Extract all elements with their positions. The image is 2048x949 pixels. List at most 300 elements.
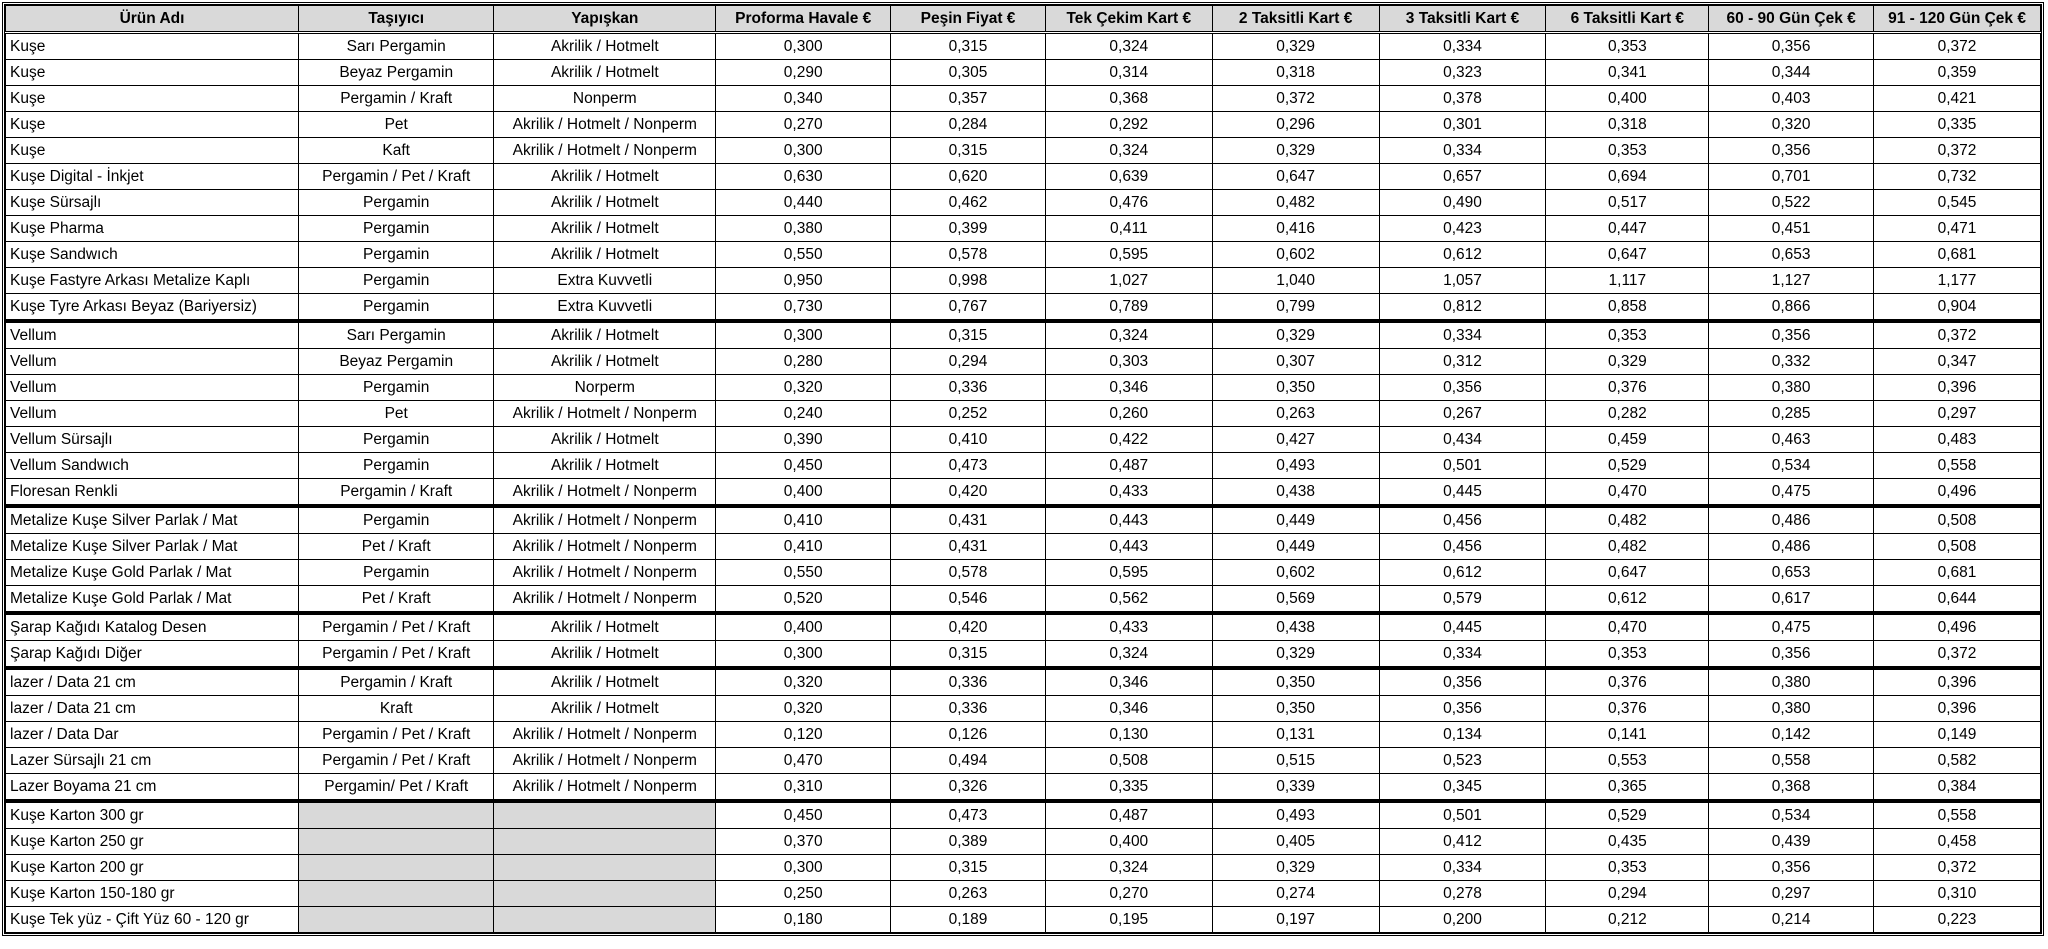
price-cell: 0,602 bbox=[1212, 242, 1379, 268]
table-row bbox=[6, 190, 2041, 216]
carrier-cell: Kraft bbox=[299, 696, 494, 722]
price-cell: 0,459 bbox=[1546, 427, 1709, 453]
adhesive-cell: Akrilik / Hotmelt bbox=[494, 613, 716, 641]
product-name-cell: Vellum Sürsajlı bbox=[6, 427, 299, 453]
price-cell: 0,314 bbox=[1045, 60, 1212, 86]
price-cell: 0,558 bbox=[1874, 453, 2041, 479]
price-cell: 0,350 bbox=[1212, 375, 1379, 401]
price-cell: 0,443 bbox=[1045, 506, 1212, 534]
price-cell: 0,529 bbox=[1546, 801, 1709, 829]
adhesive-cell: Akrilik / Hotmelt / Nonperm bbox=[494, 586, 716, 614]
price-cell: 0,350 bbox=[1212, 668, 1379, 696]
carrier-cell: Pergamin / Pet / Kraft bbox=[299, 722, 494, 748]
price-cell: 0,434 bbox=[1379, 427, 1546, 453]
adhesive-cell: Nonperm bbox=[494, 86, 716, 112]
price-cell: 0,431 bbox=[891, 506, 1046, 534]
adhesive-cell: Akrilik / Hotmelt bbox=[494, 164, 716, 190]
product-name-cell: Vellum Sandwıch bbox=[6, 453, 299, 479]
price-cell: 0,320 bbox=[716, 375, 891, 401]
price-cell: 0,475 bbox=[1709, 613, 1874, 641]
price-cell: 0,300 bbox=[716, 33, 891, 60]
price-cell: 0,372 bbox=[1874, 641, 2041, 669]
table-row bbox=[6, 401, 2041, 427]
price-cell: 0,612 bbox=[1379, 242, 1546, 268]
price-cell: 0,324 bbox=[1045, 641, 1212, 669]
price-cell: 0,681 bbox=[1874, 242, 2041, 268]
price-cell: 0,732 bbox=[1874, 164, 2041, 190]
column-header-9: 60 - 90 Gün Çek € bbox=[1709, 6, 1874, 33]
carrier-cell: Pergamin / Kraft bbox=[299, 86, 494, 112]
price-cell: 0,312 bbox=[1379, 349, 1546, 375]
adhesive-cell: Akrilik / Hotmelt bbox=[494, 60, 716, 86]
price-cell: 0,681 bbox=[1874, 560, 2041, 586]
price-cell: 0,522 bbox=[1709, 190, 1874, 216]
price-cell: 0,334 bbox=[1379, 641, 1546, 669]
price-cell: 0,356 bbox=[1709, 138, 1874, 164]
price-cell: 0,344 bbox=[1709, 60, 1874, 86]
price-cell: 0,496 bbox=[1874, 613, 2041, 641]
table-row bbox=[6, 216, 2041, 242]
price-cell: 0,470 bbox=[716, 748, 891, 774]
price-cell: 0,463 bbox=[1709, 427, 1874, 453]
price-cell: 0,390 bbox=[716, 427, 891, 453]
price-table bbox=[5, 5, 2041, 933]
carrier-cell: Pergamin / Kraft bbox=[299, 668, 494, 696]
price-cell: 0,578 bbox=[891, 242, 1046, 268]
carrier-cell: Pergamin bbox=[299, 242, 494, 268]
table-row bbox=[6, 349, 2041, 375]
price-cell: 0,550 bbox=[716, 560, 891, 586]
price-cell: 0,553 bbox=[1546, 748, 1709, 774]
price-cell: 0,578 bbox=[891, 560, 1046, 586]
price-cell: 0,370 bbox=[716, 829, 891, 855]
carrier-cell: Beyaz Pergamin bbox=[299, 349, 494, 375]
price-cell: 0,612 bbox=[1379, 560, 1546, 586]
column-header-2: Yapışkan bbox=[494, 6, 716, 33]
carrier-cell: Pet bbox=[299, 112, 494, 138]
adhesive-cell: Akrilik / Hotmelt / Nonperm bbox=[494, 506, 716, 534]
price-cell: 0,410 bbox=[716, 534, 891, 560]
price-cell: 0,471 bbox=[1874, 216, 2041, 242]
price-cell: 0,310 bbox=[716, 774, 891, 802]
product-name-cell: Kuşe bbox=[6, 33, 299, 60]
price-cell: 0,296 bbox=[1212, 112, 1379, 138]
price-cell: 0,396 bbox=[1874, 375, 2041, 401]
price-cell: 0,320 bbox=[716, 696, 891, 722]
price-cell: 0,300 bbox=[716, 641, 891, 669]
price-cell: 0,131 bbox=[1212, 722, 1379, 748]
table-row bbox=[6, 722, 2041, 748]
price-cell: 0,130 bbox=[1045, 722, 1212, 748]
price-cell: 0,439 bbox=[1709, 829, 1874, 855]
adhesive-cell: Akrilik / Hotmelt / Nonperm bbox=[494, 748, 716, 774]
adhesive-cell: Akrilik / Hotmelt bbox=[494, 242, 716, 268]
price-cell: 0,483 bbox=[1874, 427, 2041, 453]
price-cell: 0,462 bbox=[891, 190, 1046, 216]
table-row bbox=[6, 453, 2041, 479]
price-cell: 1,177 bbox=[1874, 268, 2041, 294]
price-cell: 0,858 bbox=[1546, 294, 1709, 322]
price-cell: 0,496 bbox=[1874, 479, 2041, 507]
carrier-cell: Pergamin / Kraft bbox=[299, 479, 494, 507]
carrier-cell: Pergamin / Pet / Kraft bbox=[299, 613, 494, 641]
price-cell: 0,789 bbox=[1045, 294, 1212, 322]
price-cell: 0,812 bbox=[1379, 294, 1546, 322]
price-cell: 0,595 bbox=[1045, 560, 1212, 586]
price-cell: 0,223 bbox=[1874, 907, 2041, 933]
table-row bbox=[6, 829, 2041, 855]
price-cell: 0,315 bbox=[891, 855, 1046, 881]
price-cell: 1,117 bbox=[1546, 268, 1709, 294]
price-cell: 0,534 bbox=[1709, 801, 1874, 829]
price-cell: 0,582 bbox=[1874, 748, 2041, 774]
price-cell: 0,356 bbox=[1709, 641, 1874, 669]
table-row bbox=[6, 321, 2041, 349]
price-cell: 0,412 bbox=[1379, 829, 1546, 855]
price-cell: 0,400 bbox=[1045, 829, 1212, 855]
table-row bbox=[6, 479, 2041, 507]
price-cell: 0,904 bbox=[1874, 294, 2041, 322]
price-cell: 0,290 bbox=[716, 60, 891, 86]
price-cell: 0,326 bbox=[891, 774, 1046, 802]
price-table-frame bbox=[2, 2, 2044, 936]
price-cell: 0,380 bbox=[716, 216, 891, 242]
price-cell: 0,508 bbox=[1045, 748, 1212, 774]
carrier-cell: Sarı Pergamin bbox=[299, 321, 494, 349]
price-cell: 0,545 bbox=[1874, 190, 2041, 216]
product-name-cell: Lazer Boyama 21 cm bbox=[6, 774, 299, 802]
price-cell: 0,260 bbox=[1045, 401, 1212, 427]
product-name-cell: lazer / Data Dar bbox=[6, 722, 299, 748]
adhesive-cell: Akrilik / Hotmelt bbox=[494, 321, 716, 349]
price-cell: 0,278 bbox=[1379, 881, 1546, 907]
price-cell: 0,336 bbox=[891, 375, 1046, 401]
price-cell: 0,340 bbox=[716, 86, 891, 112]
price-cell: 0,550 bbox=[716, 242, 891, 268]
price-cell: 0,284 bbox=[891, 112, 1046, 138]
column-header-4: Peşin Fiyat € bbox=[891, 6, 1046, 33]
carrier-cell bbox=[299, 855, 494, 881]
price-cell: 0,356 bbox=[1379, 668, 1546, 696]
price-cell: 0,456 bbox=[1379, 506, 1546, 534]
price-cell: 0,493 bbox=[1212, 801, 1379, 829]
price-cell: 0,620 bbox=[891, 164, 1046, 190]
adhesive-cell: Akrilik / Hotmelt bbox=[494, 453, 716, 479]
price-cell: 0,142 bbox=[1709, 722, 1874, 748]
price-cell: 0,214 bbox=[1709, 907, 1874, 933]
price-cell: 0,280 bbox=[716, 349, 891, 375]
adhesive-cell: Akrilik / Hotmelt bbox=[494, 668, 716, 696]
price-cell: 0,353 bbox=[1546, 33, 1709, 60]
price-cell: 0,376 bbox=[1546, 668, 1709, 696]
column-header-5: Tek Çekim Kart € bbox=[1045, 6, 1212, 33]
price-cell: 0,294 bbox=[1546, 881, 1709, 907]
price-cell: 0,494 bbox=[891, 748, 1046, 774]
price-cell: 0,639 bbox=[1045, 164, 1212, 190]
table-row bbox=[6, 33, 2041, 60]
price-cell: 0,356 bbox=[1709, 33, 1874, 60]
price-cell: 0,324 bbox=[1045, 138, 1212, 164]
header-row bbox=[6, 6, 2041, 33]
price-cell: 0,120 bbox=[716, 722, 891, 748]
price-cell: 0,334 bbox=[1379, 855, 1546, 881]
price-cell: 0,346 bbox=[1045, 668, 1212, 696]
adhesive-cell bbox=[494, 907, 716, 933]
column-header-10: 91 - 120 Gün Çek € bbox=[1874, 6, 2041, 33]
price-cell: 0,282 bbox=[1546, 401, 1709, 427]
table-row bbox=[6, 534, 2041, 560]
price-cell: 0,399 bbox=[891, 216, 1046, 242]
price-cell: 0,323 bbox=[1379, 60, 1546, 86]
price-cell: 0,396 bbox=[1874, 668, 2041, 696]
price-cell: 0,562 bbox=[1045, 586, 1212, 614]
price-cell: 0,134 bbox=[1379, 722, 1546, 748]
price-cell: 0,470 bbox=[1546, 479, 1709, 507]
product-name-cell: Kuşe Karton 200 gr bbox=[6, 855, 299, 881]
carrier-cell: Pergamin bbox=[299, 190, 494, 216]
price-cell: 0,644 bbox=[1874, 586, 2041, 614]
carrier-cell: Pergamin / Pet / Kraft bbox=[299, 641, 494, 669]
price-cell: 0,329 bbox=[1212, 321, 1379, 349]
price-cell: 0,445 bbox=[1379, 613, 1546, 641]
price-cell: 0,420 bbox=[891, 613, 1046, 641]
product-name-cell: Kuşe Digital - İnkjet bbox=[6, 164, 299, 190]
price-cell: 0,438 bbox=[1212, 613, 1379, 641]
price-cell: 0,653 bbox=[1709, 242, 1874, 268]
carrier-cell bbox=[299, 829, 494, 855]
carrier-cell: Pergamin bbox=[299, 506, 494, 534]
price-cell: 0,438 bbox=[1212, 479, 1379, 507]
price-cell: 0,416 bbox=[1212, 216, 1379, 242]
price-cell: 0,353 bbox=[1546, 321, 1709, 349]
price-cell: 0,410 bbox=[891, 427, 1046, 453]
carrier-cell: Pergamin/ Pet / Kraft bbox=[299, 774, 494, 802]
table-row bbox=[6, 506, 2041, 534]
adhesive-cell bbox=[494, 829, 716, 855]
price-cell: 0,653 bbox=[1709, 560, 1874, 586]
price-cell: 0,730 bbox=[716, 294, 891, 322]
price-cell: 0,368 bbox=[1709, 774, 1874, 802]
price-cell: 0,320 bbox=[1709, 112, 1874, 138]
price-cell: 0,950 bbox=[716, 268, 891, 294]
carrier-cell: Pergamin bbox=[299, 375, 494, 401]
price-cell: 0,866 bbox=[1709, 294, 1874, 322]
price-cell: 0,365 bbox=[1546, 774, 1709, 802]
carrier-cell: Pergamin / Pet / Kraft bbox=[299, 164, 494, 190]
carrier-cell bbox=[299, 907, 494, 933]
carrier-cell: Pergamin bbox=[299, 294, 494, 322]
price-cell: 0,657 bbox=[1379, 164, 1546, 190]
price-cell: 0,433 bbox=[1045, 479, 1212, 507]
price-cell: 0,141 bbox=[1546, 722, 1709, 748]
price-cell: 0,324 bbox=[1045, 33, 1212, 60]
price-cell: 0,701 bbox=[1709, 164, 1874, 190]
adhesive-cell: Akrilik / Hotmelt / Nonperm bbox=[494, 112, 716, 138]
price-cell: 0,300 bbox=[716, 855, 891, 881]
price-cell: 0,473 bbox=[891, 453, 1046, 479]
price-cell: 0,353 bbox=[1546, 855, 1709, 881]
price-cell: 0,346 bbox=[1045, 375, 1212, 401]
price-cell: 0,422 bbox=[1045, 427, 1212, 453]
price-cell: 0,372 bbox=[1874, 138, 2041, 164]
price-cell: 0,294 bbox=[891, 349, 1046, 375]
price-cell: 0,602 bbox=[1212, 560, 1379, 586]
adhesive-cell: Akrilik / Hotmelt / Nonperm bbox=[494, 479, 716, 507]
adhesive-cell: Akrilik / Hotmelt / Nonperm bbox=[494, 534, 716, 560]
price-cell: 0,126 bbox=[891, 722, 1046, 748]
price-cell: 0,353 bbox=[1546, 641, 1709, 669]
price-cell: 0,486 bbox=[1709, 506, 1874, 534]
carrier-cell: Pergamin / Pet / Kraft bbox=[299, 748, 494, 774]
price-cell: 0,301 bbox=[1379, 112, 1546, 138]
price-cell: 0,310 bbox=[1874, 881, 2041, 907]
price-cell: 0,595 bbox=[1045, 242, 1212, 268]
adhesive-cell: Akrilik / Hotmelt / Nonperm bbox=[494, 774, 716, 802]
price-cell: 0,458 bbox=[1874, 829, 2041, 855]
carrier-cell: Pet bbox=[299, 401, 494, 427]
adhesive-cell: Akrilik / Hotmelt bbox=[494, 190, 716, 216]
price-cell: 0,329 bbox=[1212, 855, 1379, 881]
price-cell: 0,195 bbox=[1045, 907, 1212, 933]
table-row bbox=[6, 164, 2041, 190]
price-cell: 0,508 bbox=[1874, 506, 2041, 534]
adhesive-cell: Akrilik / Hotmelt bbox=[494, 33, 716, 60]
price-cell: 0,345 bbox=[1379, 774, 1546, 802]
price-cell: 0,341 bbox=[1546, 60, 1709, 86]
price-cell: 0,515 bbox=[1212, 748, 1379, 774]
column-header-6: 2 Taksitli Kart € bbox=[1212, 6, 1379, 33]
price-cell: 0,303 bbox=[1045, 349, 1212, 375]
price-cell: 0,403 bbox=[1709, 86, 1874, 112]
product-name-cell: Floresan Renkli bbox=[6, 479, 299, 507]
carrier-cell: Kaft bbox=[299, 138, 494, 164]
price-cell: 0,617 bbox=[1709, 586, 1874, 614]
carrier-cell: Sarı Pergamin bbox=[299, 33, 494, 60]
table-row bbox=[6, 855, 2041, 881]
price-cell: 0,449 bbox=[1212, 506, 1379, 534]
adhesive-cell: Akrilik / Hotmelt bbox=[494, 696, 716, 722]
product-name-cell: Metalize Kuşe Gold Parlak / Mat bbox=[6, 586, 299, 614]
table-row bbox=[6, 375, 2041, 401]
table-row bbox=[6, 268, 2041, 294]
price-cell: 0,334 bbox=[1379, 33, 1546, 60]
table-row bbox=[6, 112, 2041, 138]
table-row bbox=[6, 668, 2041, 696]
adhesive-cell: Akrilik / Hotmelt / Nonperm bbox=[494, 560, 716, 586]
product-name-cell: lazer / Data 21 cm bbox=[6, 668, 299, 696]
price-cell: 0,501 bbox=[1379, 453, 1546, 479]
price-cell: 0,612 bbox=[1546, 586, 1709, 614]
price-cell: 0,318 bbox=[1546, 112, 1709, 138]
price-cell: 0,315 bbox=[891, 641, 1046, 669]
price-cell: 0,307 bbox=[1212, 349, 1379, 375]
carrier-cell: Beyaz Pergamin bbox=[299, 60, 494, 86]
price-cell: 0,353 bbox=[1546, 138, 1709, 164]
price-cell: 0,356 bbox=[1379, 696, 1546, 722]
price-cell: 0,534 bbox=[1709, 453, 1874, 479]
price-cell: 0,389 bbox=[891, 829, 1046, 855]
price-cell: 1,057 bbox=[1379, 268, 1546, 294]
product-name-cell: Vellum bbox=[6, 375, 299, 401]
price-cell: 0,647 bbox=[1546, 560, 1709, 586]
carrier-cell: Pet / Kraft bbox=[299, 534, 494, 560]
product-name-cell: Kuşe bbox=[6, 60, 299, 86]
price-cell: 0,487 bbox=[1045, 801, 1212, 829]
price-cell: 0,300 bbox=[716, 138, 891, 164]
column-header-0: Ürün Adı bbox=[6, 6, 299, 33]
table-row bbox=[6, 696, 2041, 722]
product-name-cell: Kuşe bbox=[6, 112, 299, 138]
carrier-cell: Pergamin bbox=[299, 453, 494, 479]
price-cell: 1,040 bbox=[1212, 268, 1379, 294]
product-name-cell: Kuşe Sürsajlı bbox=[6, 190, 299, 216]
adhesive-cell: Extra Kuvvetli bbox=[494, 268, 716, 294]
product-name-cell: Şarap Kağıdı Katalog Desen bbox=[6, 613, 299, 641]
table-row bbox=[6, 60, 2041, 86]
price-cell: 0,305 bbox=[891, 60, 1046, 86]
carrier-cell: Pet / Kraft bbox=[299, 586, 494, 614]
price-cell: 0,487 bbox=[1045, 453, 1212, 479]
price-cell: 0,332 bbox=[1709, 349, 1874, 375]
price-cell: 0,350 bbox=[1212, 696, 1379, 722]
price-cell: 0,267 bbox=[1379, 401, 1546, 427]
carrier-cell: Pergamin bbox=[299, 216, 494, 242]
price-cell: 0,410 bbox=[716, 506, 891, 534]
price-cell: 0,451 bbox=[1709, 216, 1874, 242]
price-cell: 0,694 bbox=[1546, 164, 1709, 190]
carrier-cell: Pergamin bbox=[299, 560, 494, 586]
price-cell: 0,376 bbox=[1546, 375, 1709, 401]
price-cell: 0,324 bbox=[1045, 321, 1212, 349]
price-cell: 1,027 bbox=[1045, 268, 1212, 294]
price-cell: 0,470 bbox=[1546, 613, 1709, 641]
price-cell: 0,486 bbox=[1709, 534, 1874, 560]
adhesive-cell: Akrilik / Hotmelt bbox=[494, 216, 716, 242]
product-name-cell: Kuşe Sandwıch bbox=[6, 242, 299, 268]
table-row bbox=[6, 242, 2041, 268]
price-cell: 0,998 bbox=[891, 268, 1046, 294]
price-cell: 0,189 bbox=[891, 907, 1046, 933]
column-header-3: Proforma Havale € bbox=[716, 6, 891, 33]
price-cell: 0,508 bbox=[1874, 534, 2041, 560]
price-cell: 0,501 bbox=[1379, 801, 1546, 829]
price-cell: 0,315 bbox=[891, 33, 1046, 60]
column-header-7: 3 Taksitli Kart € bbox=[1379, 6, 1546, 33]
price-cell: 0,336 bbox=[891, 696, 1046, 722]
price-cell: 1,127 bbox=[1709, 268, 1874, 294]
price-cell: 0,356 bbox=[1709, 855, 1874, 881]
price-cell: 0,372 bbox=[1874, 321, 2041, 349]
price-cell: 0,546 bbox=[891, 586, 1046, 614]
adhesive-cell: Norperm bbox=[494, 375, 716, 401]
price-cell: 0,378 bbox=[1379, 86, 1546, 112]
price-cell: 0,400 bbox=[1546, 86, 1709, 112]
table-row bbox=[6, 881, 2041, 907]
adhesive-cell: Akrilik / Hotmelt bbox=[494, 641, 716, 669]
price-cell: 0,376 bbox=[1546, 696, 1709, 722]
price-cell: 0,433 bbox=[1045, 613, 1212, 641]
price-cell: 0,315 bbox=[891, 321, 1046, 349]
product-name-cell: Vellum bbox=[6, 401, 299, 427]
price-cell: 0,647 bbox=[1212, 164, 1379, 190]
price-cell: 0,197 bbox=[1212, 907, 1379, 933]
product-name-cell: Metalize Kuşe Gold Parlak / Mat bbox=[6, 560, 299, 586]
adhesive-cell bbox=[494, 801, 716, 829]
price-cell: 0,493 bbox=[1212, 453, 1379, 479]
price-cell: 0,380 bbox=[1709, 668, 1874, 696]
price-cell: 0,475 bbox=[1709, 479, 1874, 507]
carrier-cell bbox=[299, 881, 494, 907]
